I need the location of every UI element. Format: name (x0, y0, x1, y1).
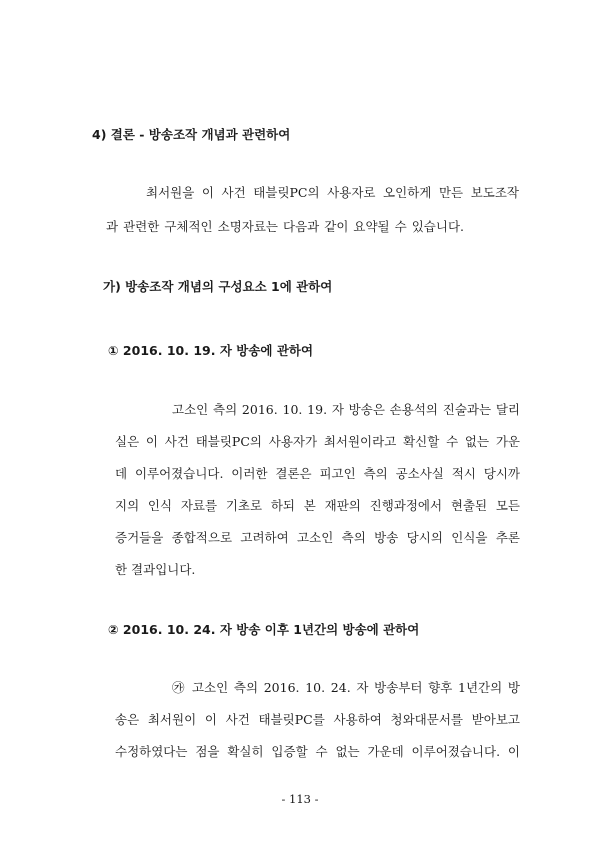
item1-line-6: 한 결과입니다. (115, 562, 196, 577)
item2-line-3: 수정하였다는 점을 확실히 입증할 수 없는 가운데 이루어졌습니다. 이 (115, 744, 520, 759)
page-number: - 113 - (281, 792, 319, 806)
item1-line-5: 증거들을 종합적으로 고려하여 고소인 측의 방송 당시의 인식을 추론 (115, 530, 520, 545)
item2-line-2: 송은 최서원이 이 사건 태블릿PC를 사용하여 청와대문서를 받아보고 (115, 712, 520, 727)
item2-line-1: ㉮ 고소인 측의 2016. 10. 24. 자 방송부터 향후 1년간의 방 (172, 680, 520, 695)
conclusion-heading: 4) 결론 - 방송조작 개념과 관련하여 (92, 127, 291, 142)
sub-heading-ga: 가) 방송조작 개념의 구성요소 1에 관하여 (103, 279, 333, 294)
intro-line-2: 과 관련한 구체적인 소명자료는 다음과 같이 요약될 수 있습니다. (106, 219, 464, 234)
item2-heading: ② 2016. 10. 24. 자 방송 이후 1년간의 방송에 관하여 (108, 622, 420, 637)
item1-line-3: 데 이루어졌습니다. 이러한 결론은 피고인 측의 공소사실 적시 당시까 (115, 466, 520, 481)
intro-line-1: 최서원을 이 사건 태블릿PC의 사용자로 오인하게 만든 보도조작 (146, 185, 519, 200)
item1-heading: ① 2016. 10. 19. 자 방송에 관하여 (108, 343, 314, 358)
item1-line-1: 고소인 측의 2016. 10. 19. 자 방송은 손용석의 진술과는 달리 (172, 402, 520, 417)
item1-line-2: 실은 이 사건 태블릿PC의 사용자가 최서원이라고 확신할 수 없는 가운 (115, 434, 520, 449)
item1-line-4: 지의 인식 자료를 기초로 하되 본 재판의 진행과정에서 현출된 모든 (115, 498, 520, 513)
